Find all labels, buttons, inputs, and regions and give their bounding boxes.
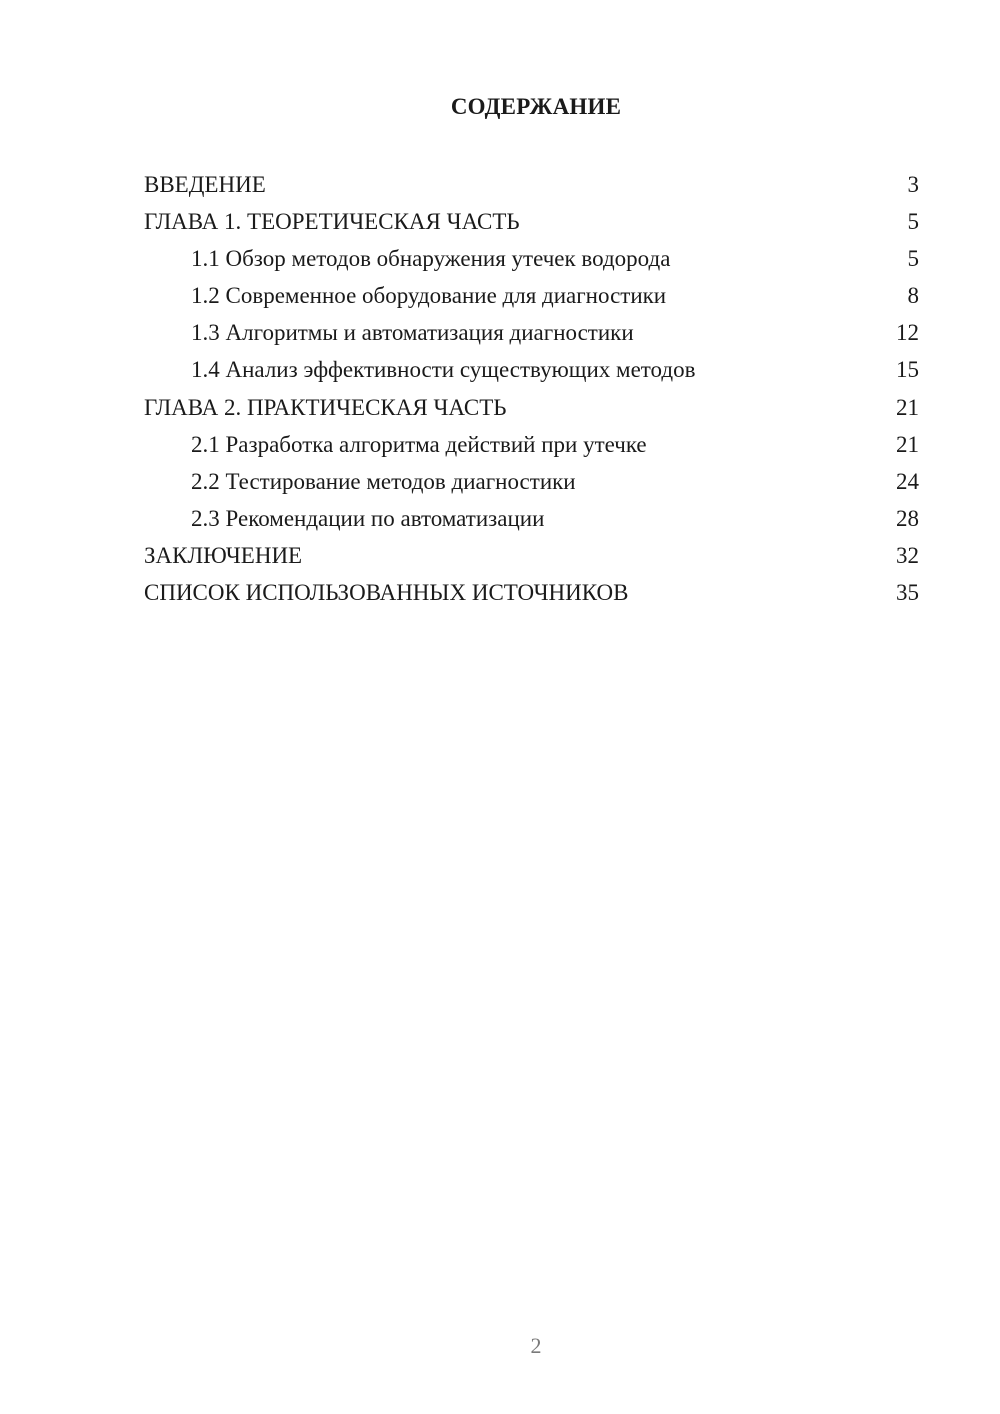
toc-subentry[interactable] [144, 242, 919, 279]
toc-entry-page: 12 [896, 320, 919, 346]
toc-entry-page: 24 [896, 468, 919, 494]
toc-entry-label: СПИСОК ИСПОЛЬЗОВАННЫХ ИСТОЧНИКОВ [144, 580, 629, 606]
toc-entry-page: 21 [896, 394, 919, 420]
toc-subentry[interactable] [144, 428, 919, 465]
toc-entry-label: 1.1 Обзор методов обнаружения утечек водорода [191, 246, 671, 272]
toc-entry-page: 3 [907, 172, 919, 197]
toc-entry-page: 28 [896, 505, 919, 531]
toc-subentry[interactable] [144, 465, 919, 502]
toc-subentry[interactable] [144, 279, 919, 316]
toc-entry-page: 8 [907, 283, 919, 309]
toc-entry[interactable] [144, 576, 919, 613]
toc-entry-label: 1.3 Алгоритмы и автоматизация диагностики [191, 320, 634, 346]
toc-entry-label: 2.2 Тестирование методов диагностики [191, 468, 576, 494]
toc-entry[interactable] [144, 168, 919, 205]
toc-title: СОДЕРЖАНИЕ [450, 94, 622, 119]
toc-entry-page: 5 [907, 246, 919, 272]
toc-subentry[interactable] [144, 316, 919, 353]
toc-entry-label: ЗАКЛЮЧЕНИЕ [144, 542, 303, 568]
toc-subentry[interactable] [144, 502, 919, 539]
toc-entry-label: 2.3 Рекомендации по автоматизации [191, 505, 545, 531]
toc-entry-label: 1.4 Анализ эффективности существующих методов [191, 357, 696, 383]
toc-entry-label: 1.2 Современное оборудование для диагностики [191, 283, 667, 309]
toc-entry[interactable] [144, 205, 919, 242]
toc-entry-page: 35 [896, 580, 919, 606]
toc-entry[interactable] [144, 391, 919, 428]
toc-entry-label: ГЛАВА 2. ПРАКТИЧЕСКАЯ ЧАСТЬ [144, 394, 507, 420]
toc-entry-page: 5 [907, 209, 919, 235]
toc-entry[interactable] [144, 539, 919, 576]
toc-subentry[interactable] [144, 353, 919, 390]
toc-entry-label: 2.1 Разработка алгоритма действий при утечке [191, 431, 647, 457]
toc-entry-label: ВВЕДЕНИЕ [144, 172, 266, 197]
page-number: 2 [530, 1333, 542, 1358]
toc-entry-page: 21 [896, 431, 919, 457]
toc-entry-page: 15 [896, 357, 919, 383]
toc-entry-label: ГЛАВА 1. ТЕОРЕТИЧЕСКАЯ ЧАСТЬ [144, 209, 520, 235]
toc-entry-page: 32 [896, 542, 919, 568]
toc-list [144, 168, 919, 613]
